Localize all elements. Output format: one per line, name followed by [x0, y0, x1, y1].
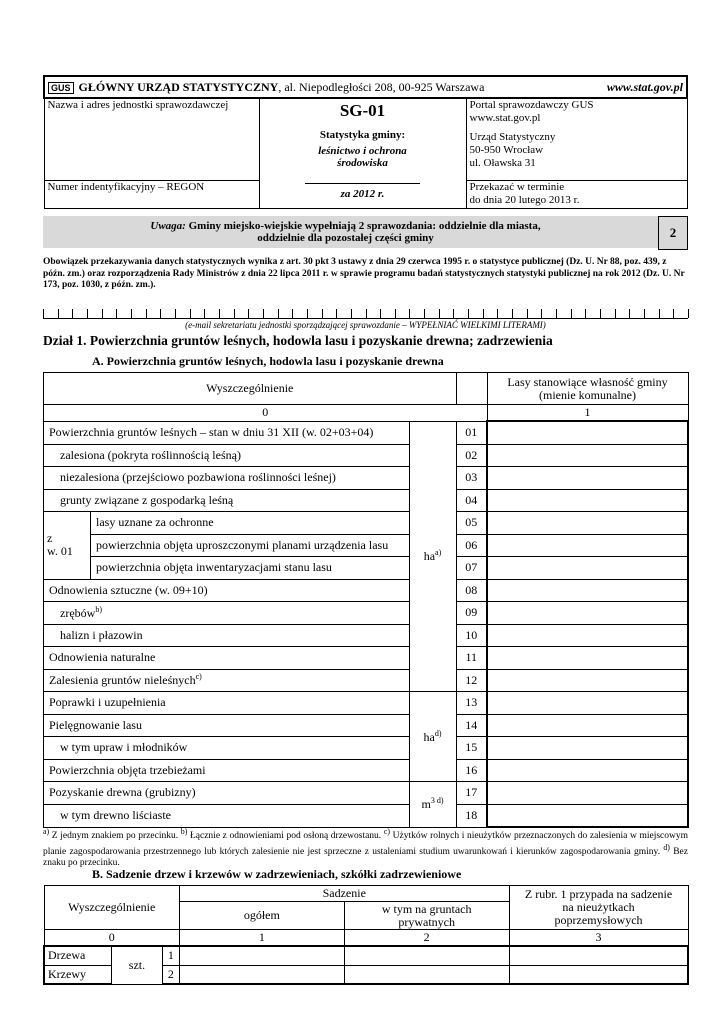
- table-a-row-label: Powierzchnia objęta trzebieżami: [44, 759, 410, 782]
- table-b-unit: szt.: [111, 946, 162, 984]
- table-a-value-cell[interactable]: [487, 444, 688, 467]
- form-id-cell: [259, 98, 466, 208]
- table-a-value-cell[interactable]: [487, 647, 688, 670]
- table-a-row-num: 08: [456, 579, 487, 602]
- email-char-tick: [439, 309, 440, 318]
- table-a-row-num: 11: [456, 647, 487, 670]
- email-char-tick: [468, 309, 469, 318]
- email-char-tick: [116, 309, 117, 318]
- table-a-row-num: 17: [456, 782, 487, 805]
- table-a-row-num: 10: [456, 624, 487, 647]
- table-b-index-0: 0: [44, 930, 179, 947]
- notice-line-1: Gminy miejsko-wiejskie wypełniają 2 sprawozdania: oddzielnie dla miasta,: [185, 220, 541, 232]
- email-char-tick: [204, 309, 205, 318]
- table-a-row: [44, 737, 689, 760]
- table-a-row: [44, 444, 689, 467]
- table-a-value-cell[interactable]: [487, 467, 688, 490]
- email-char-tick: [87, 309, 88, 318]
- section-1-title: Dział 1. Powierzchnia gruntów leśnych, hodowla lasu i pozyskanie drewna; zadrzewienia: [43, 333, 553, 348]
- table-a-value-cell[interactable]: [487, 557, 688, 580]
- portal-line-2: www.stat.gov.pl: [469, 112, 541, 124]
- notice-lead: Uwaga:: [150, 220, 186, 232]
- agency-address: , al. Niepodległości 208, 00-925 Warszawa: [278, 79, 485, 94]
- email-char-tick: [688, 309, 689, 318]
- table-a-row-num: 02: [456, 444, 487, 467]
- table-a-row-label: zrębów$^{b)}$: [44, 602, 410, 625]
- email-char-tick: [175, 309, 176, 318]
- form-subtitle-2: środowiska: [337, 157, 388, 169]
- email-char-tick: [453, 309, 454, 318]
- office-line-2: 50-950 Wrocław: [469, 144, 544, 156]
- email-char-tick: [409, 309, 410, 318]
- footnotes: $^{a)}$ Z jednym znakiem po przecinku. $^{b)}$ Łącznie z odnowieniami pod osłoną drzewostanu. $^{c)}$ Użytków rolnych i nieużytków przeznaczonych do zalesienia w miejscowym planie zagospodarowania przestrzennego lub których zalesienie nie jest sprzeczne z ustaleniami studium uwarunkowań i kierunków zagospodarowania gminy. $^{d)}$ Bez znaku po przecinku.: [43, 827, 688, 869]
- table-b-cell[interactable]: [179, 965, 344, 984]
- table-a-row: [44, 669, 689, 692]
- email-char-tick: [424, 309, 425, 318]
- table-a-row-label: Pozyskanie drewna (grubizny): [44, 782, 410, 805]
- table-a-row-num: 06: [456, 534, 487, 557]
- email-char-tick: [160, 309, 161, 318]
- table-a-value-cell[interactable]: [487, 624, 688, 647]
- table-b-header-post: Z rubr. 1 przypada na sadzenie na nieużytkach poprzemysłowych: [509, 886, 688, 930]
- table-a-row-num: 03: [456, 467, 487, 490]
- email-char-tick: [131, 309, 132, 318]
- table-a-row-num: 18: [456, 804, 487, 827]
- office-line-3: ul. Oławska 31: [469, 157, 536, 169]
- table-b-cell[interactable]: [344, 946, 509, 965]
- table-a-row-num: 12: [456, 669, 487, 692]
- table-a-row: [44, 714, 689, 737]
- agency-bar: [44, 76, 687, 98]
- table-a-row-label: Zalesienia gruntów nieleśnych$^{c)}$: [44, 669, 410, 692]
- table-a-value-cell[interactable]: [487, 692, 688, 715]
- table-a-row: [44, 759, 689, 782]
- email-char-tick: [615, 309, 616, 318]
- table-b-index-1: 1: [179, 930, 344, 947]
- table-a-row: [44, 421, 689, 444]
- table-a-row-num: 01: [456, 421, 487, 444]
- deadline-cell: [466, 180, 687, 208]
- table-a-row-label: Powierzchnia gruntów leśnych – stan w dniu 31 XII (w. 02+03+04): [44, 421, 410, 444]
- email-char-tick: [219, 309, 220, 318]
- table-a-row-num: 15: [456, 737, 487, 760]
- email-char-tick: [541, 309, 542, 318]
- legal-basis: Obowiązek przekazywania danych statystycznych wynika z art. 30 pkt 3 ustawy z dnia 29 czerwca 1995 r. o statystyce publicznej (Dz. U. Nr 88, poz. 439, z późn. zm.) oraz rozporządzenia Rady Ministrów z dnia 22 lipca 2011 r. w sprawie programu badań statystycznych statystyki publicznej na rok 2012 (Dz. U. Nr 173, poz. 1030, z późn. zm.).: [43, 257, 685, 290]
- table-a-row-num: 04: [456, 489, 487, 512]
- email-char-tick: [600, 309, 601, 318]
- email-char-tick: [585, 309, 586, 318]
- table-b-cell[interactable]: [344, 965, 509, 984]
- email-char-tick: [43, 309, 44, 318]
- table-a-row: [44, 624, 689, 647]
- notice-line-2: oddzielnie dla pozostałej części gminy: [257, 232, 434, 244]
- unit-ha: $ha^{a)}$: [409, 421, 456, 692]
- recipient-cell: [466, 98, 687, 180]
- table-a-row-label: w tym drewno liściaste: [44, 804, 410, 827]
- table-a-row-num: 14: [456, 714, 487, 737]
- table-a-row-label: Poprawki i uzupełnienia: [44, 692, 410, 715]
- table-a-header-num: [456, 373, 487, 405]
- email-char-tick: [571, 309, 572, 318]
- email-char-tick: [380, 309, 381, 318]
- form-header: [43, 75, 688, 209]
- table-a-row-num: 09: [456, 602, 487, 625]
- unit-name-label: Nazwa i adres jednostki sprawozdawczej: [47, 99, 229, 111]
- agency-name: GŁÓWNY URZĄD STATYSTYCZNY: [78, 79, 279, 94]
- table-a-value-cell[interactable]: [487, 714, 688, 737]
- table-a-value-cell[interactable]: [487, 737, 688, 760]
- table-b-header-desc: Wyszczególnienie: [44, 886, 179, 930]
- email-char-tick: [395, 309, 396, 318]
- form-subtitle-1: leśnictwo i ochrona: [318, 145, 407, 157]
- email-char-tick: [292, 309, 293, 318]
- table-a-row: [44, 602, 689, 625]
- table-a: [43, 372, 689, 828]
- table-a-row-num: 05: [456, 512, 487, 535]
- email-char-tick: [146, 309, 147, 318]
- agency-website: www.stat.gov.pl: [606, 79, 683, 94]
- email-char-tick: [351, 309, 352, 318]
- email-label: (e-mail sekretariatu jednostki sporządzającej sprawozdanie – WYPEŁNIAĆ WIELKIMI LITERAMI): [185, 320, 546, 330]
- email-char-tick: [248, 309, 249, 318]
- form-code: SG-01: [339, 101, 386, 120]
- email-char-tick: [629, 309, 630, 318]
- deadline-line-1: Przekazać w terminie: [469, 180, 565, 193]
- table-a-row-label: powierzchnia objęta uproszczonymi planami urządzenia lasu: [91, 534, 410, 557]
- table-a-value-cell[interactable]: [487, 534, 688, 557]
- table-a-row: [44, 782, 689, 805]
- table-a-value-cell[interactable]: [487, 421, 688, 444]
- table-a-row: [44, 557, 689, 580]
- table-a-row-label: halizn i płazowin: [44, 624, 410, 647]
- gus-logo: GUS: [48, 82, 74, 94]
- email-char-tick: [336, 309, 337, 318]
- email-char-tick: [659, 309, 660, 318]
- table-a-row-label: niezalesiona (przejściowo pozbawiona roślinności leśnej): [44, 467, 410, 490]
- email-char-tick: [234, 309, 235, 318]
- email-char-tick: [58, 309, 59, 318]
- notice-bar: [43, 216, 688, 248]
- table-a-row-num: 07: [456, 557, 487, 580]
- email-input[interactable]: [43, 300, 688, 319]
- table-b-row-label: Krzewy: [44, 965, 111, 984]
- table-a-row: [44, 512, 689, 535]
- table-a-header-desc: Wyszczególnienie: [44, 373, 457, 405]
- email-char-tick: [366, 309, 367, 318]
- table-b-row-num: 1: [162, 946, 179, 965]
- form-year: za 2012 r.: [340, 188, 385, 200]
- table-b-index-3: 3: [509, 930, 688, 947]
- table-a-index-1: 1: [487, 405, 688, 422]
- table-a-row-label: w tym upraw i młodników: [44, 737, 410, 760]
- table-b-cell[interactable]: [509, 965, 688, 984]
- unit-m3: $m^{3 d)}$: [409, 782, 456, 828]
- office-line-1: Urząd Statystyczny: [469, 131, 556, 143]
- email-char-tick: [673, 309, 674, 318]
- table-a-value-cell[interactable]: [487, 579, 688, 602]
- table-a-row: [44, 534, 689, 557]
- z-w01-label: z w. 01: [44, 512, 91, 580]
- table-a-value-cell[interactable]: [487, 602, 688, 625]
- table-a-value-cell[interactable]: [487, 759, 688, 782]
- email-char-tick: [512, 309, 513, 318]
- table-b-header-planting: Sadzenie: [179, 886, 509, 902]
- email-char-tick: [263, 309, 264, 318]
- table-a-row-num: 13: [456, 692, 487, 715]
- table-b: [43, 885, 689, 985]
- email-char-tick: [556, 309, 557, 318]
- table-a-row-label: Odnowienia naturalne: [44, 647, 410, 670]
- table-a-header-owned: Lasy stanowiące własność gminy (mienie komunalne): [487, 373, 688, 405]
- email-char-tick: [483, 309, 484, 318]
- table-a-value-cell[interactable]: [487, 782, 688, 805]
- table-b-row-num: 2: [162, 965, 179, 984]
- year-divider: [305, 183, 420, 184]
- table-a-row-label: grunty związane z gospodarką leśną: [44, 489, 410, 512]
- table-b-header-private: w tym na gruntach prywatnych: [344, 902, 509, 930]
- form-title: Statystyka gminy:: [319, 129, 406, 141]
- email-char-tick: [307, 309, 308, 318]
- table-a-row: [44, 467, 689, 490]
- table-b-cell[interactable]: [509, 946, 688, 965]
- table-a-row-label: powierzchnia objęta inwentaryzacjami stanu lasu: [91, 557, 410, 580]
- section-a-title: A. Powierzchnia gruntów leśnych, hodowla lasu i pozyskanie drewna: [92, 354, 444, 368]
- table-a-value-cell[interactable]: [487, 804, 688, 827]
- table-a-row: [44, 804, 689, 827]
- email-char-tick: [278, 309, 279, 318]
- email-char-tick: [644, 309, 645, 318]
- table-a-row: [44, 489, 689, 512]
- table-a-index-0: 0: [44, 405, 488, 422]
- table-b-cell[interactable]: [179, 946, 344, 965]
- section-b-title: B. Sadzenie drzew i krzewów w zadrzewieniach, szkółki zadrzewieniowe: [92, 867, 462, 881]
- email-char-tick: [527, 309, 528, 318]
- regon-label: Numer indentyfikacyjny – REGON: [47, 180, 205, 193]
- email-char-tick: [322, 309, 323, 318]
- table-b-row-label: Drzewa: [44, 946, 111, 965]
- email-char-tick: [497, 309, 498, 318]
- table-a-row-num: 16: [456, 759, 487, 782]
- copy-number-badge: 2: [658, 216, 688, 250]
- table-a-value-cell[interactable]: [487, 489, 688, 512]
- email-char-tick: [102, 309, 103, 318]
- table-a-row-label: Odnowienia sztuczne (w. 09+10): [44, 579, 410, 602]
- unit-name-cell[interactable]: [44, 98, 259, 180]
- email-char-tick: [72, 309, 73, 318]
- regon-cell[interactable]: [44, 180, 259, 208]
- table-b-header-total: ogółem: [179, 902, 344, 930]
- table-a-row-label: zalesiona (pokryta roślinnością leśną): [44, 444, 410, 467]
- table-b-index-2: 2: [344, 930, 509, 947]
- unit-ha-d: $ha^{d)}$: [409, 692, 456, 782]
- deadline-line-2: do dnia 20 lutego 2013 r.: [469, 193, 580, 206]
- table-a-row: [44, 647, 689, 670]
- portal-line-1: Portal sprawozdawczy GUS: [469, 99, 594, 111]
- table-a-row: [44, 692, 689, 715]
- email-char-tick: [190, 309, 191, 318]
- table-a-row-label: lasy uznane za ochronne: [91, 512, 410, 535]
- table-a-row: [44, 579, 689, 602]
- table-a-value-cell[interactable]: [487, 669, 688, 692]
- table-a-row-label: Pielęgnowanie lasu: [44, 714, 410, 737]
- table-a-value-cell[interactable]: [487, 512, 688, 535]
